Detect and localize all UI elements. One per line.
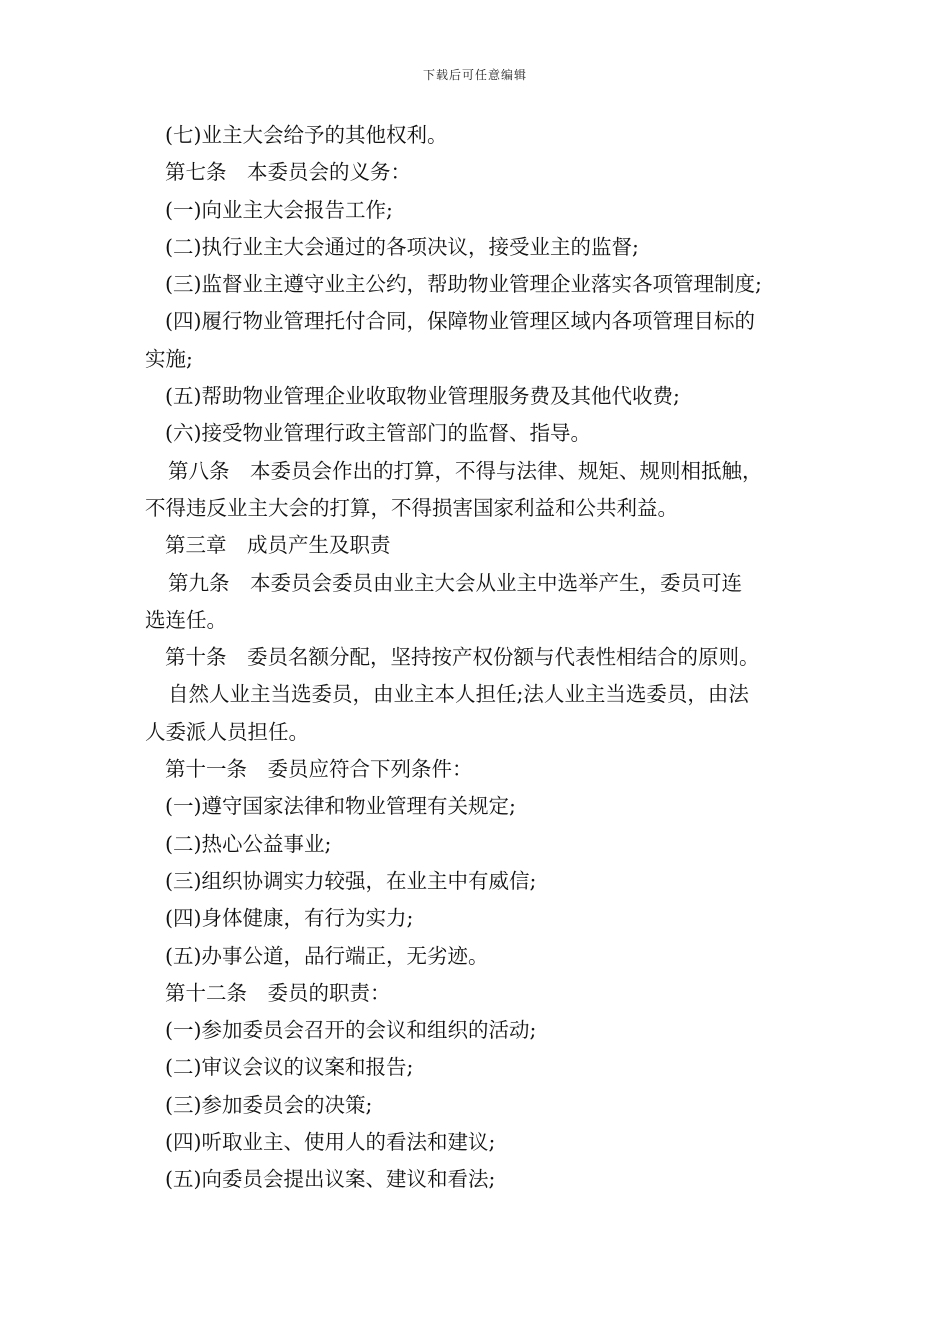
text-line: 第七条 本委员会的义务： — [165, 160, 411, 185]
text-line: (二)审议会议的议案和报告; — [165, 1055, 414, 1080]
text-line: (五)帮助物业管理企业收取物业管理服务费及其他代收费; — [165, 384, 680, 409]
text-line: 实施; — [145, 346, 193, 371]
text-line: 人委派人员担任。 — [145, 719, 309, 744]
text-line: (一)遵守国家法律和物业管理有关规定; — [165, 794, 516, 819]
text-line: (五)向委员会提出议案、建议和看法; — [165, 1167, 496, 1192]
text-line: 第十二条 委员的职责： — [165, 980, 391, 1005]
text-line: (一)向业主大会报告工作; — [165, 197, 393, 222]
text-line: (六)接受物业管理行政主管部门的监督、指导。 — [165, 421, 591, 446]
text-line: 第九条 本委员会委员由业主大会从业主中选举产生，委员可连 — [168, 570, 742, 595]
text-line: 第三章 成员产生及职责 — [165, 533, 391, 558]
text-line: (二)热心公益事业; — [165, 831, 332, 856]
text-line: (二)执行业主大会通过的各项决议，接受业主的监督; — [165, 234, 639, 259]
text-line: (四)听取业主、使用人的看法和建议; — [165, 1130, 496, 1155]
text-line: 选连任。 — [145, 607, 227, 632]
text-line: (五)办事公道，品行端正，无劣迹。 — [165, 943, 489, 968]
document-body — [145, 117, 835, 1199]
text-line: (三)参加委员会的决策; — [165, 1092, 373, 1117]
text-line: 第十一条 委员应符合下列条件： — [165, 757, 473, 782]
text-line: 不得违反业主大会的打算，不得损害国家利益和公共利益。 — [145, 495, 678, 520]
text-line: (七)业主大会给予的其他权利。 — [165, 123, 448, 147]
text-line: 自然人业主当选委员，由业主本人担任;法人业主当选委员，由法 — [168, 682, 749, 707]
text-line: (四)履行物业管理托付合同，保障物业管理区域内各项管理目标的 — [165, 309, 755, 334]
text-line: 第八条 本委员会作出的打算，不得与法律、规矩、规则相抵触， — [168, 458, 763, 483]
text-line: 第十条 委员名额分配，坚持按产权份额与代表性相结合的原则。 — [165, 645, 760, 670]
text-line: (三)组织协调实力较强，在业主中有威信; — [165, 868, 537, 893]
text-line: (四)身体健康，有行为实力; — [165, 906, 414, 931]
text-line: (一)参加委员会召开的会议和组织的活动; — [165, 1018, 537, 1043]
page-header-note: 下载后可任意编辑 — [422, 68, 527, 82]
text-line: (三)监督业主遵守业主公约，帮助物业管理企业落实各项管理制度; — [165, 272, 762, 297]
